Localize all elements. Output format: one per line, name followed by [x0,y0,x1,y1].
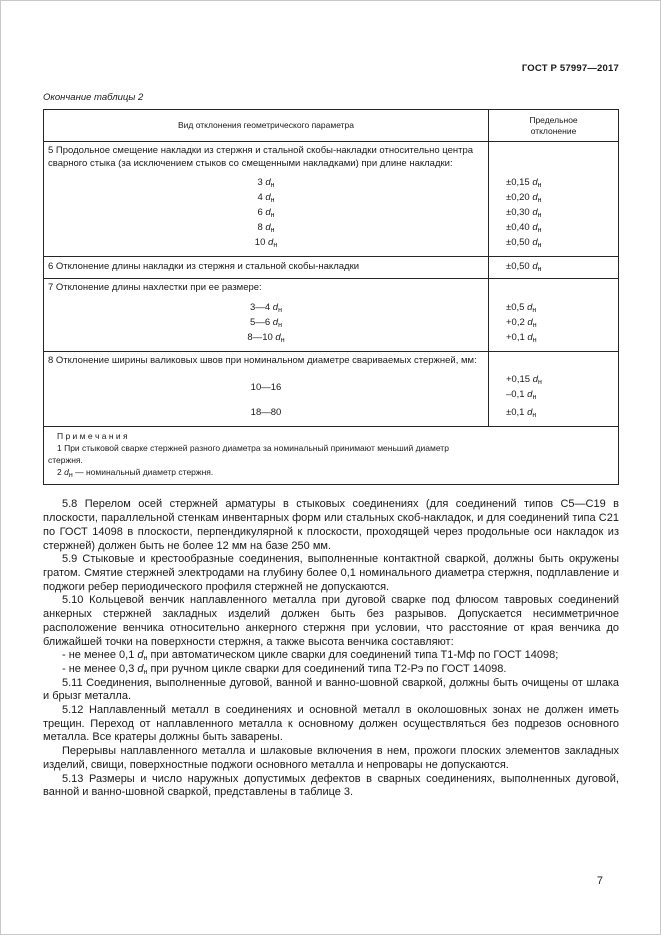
d-subscript: н [537,379,542,387]
d-subscript: н [532,306,537,314]
size-number: 8 [257,222,263,234]
size-number: 10 [254,237,266,249]
d-symbol: d [275,331,281,343]
tolerance-value [489,220,619,235]
row-5-text: 5 Продольное смещение накладки из стержня и стальной скобы-накладки относительно центра сварного стыка (за исключением стыков со смещенными накладками) при длине накладки: [44,142,489,172]
d-subscript: н [270,182,275,190]
d-subscript: н [532,321,537,329]
d-subscript: н [537,182,542,190]
d-symbol: d [532,177,538,189]
d-subscript: н [278,321,282,329]
row-6-text: 6 Отклонение длины накладки из стержня и стальной скобы-накладки [44,257,489,279]
tolerance-number: ±0,50 [506,237,530,249]
size-value [44,205,489,220]
table-row-7-item [44,330,619,352]
tolerance-number: ±0,40 [506,222,530,234]
table-row-6 [44,257,619,279]
tolerance-value [489,315,619,330]
tolerance-value [489,330,619,352]
size-value [44,330,489,352]
size-number: 4 [257,192,263,204]
table-row-7-heading [44,279,619,297]
tolerance-value [489,297,619,315]
tolerance-number: ±0,5 [506,301,525,313]
d-subscript: н [537,242,542,250]
d-symbol: d [527,316,533,328]
table-row-8-heading [44,351,619,369]
d-symbol: d [272,316,279,328]
page-number: 7 [596,875,603,887]
table-row-5-item [44,190,619,205]
d-symbol: d [265,207,271,219]
d-symbol: d [532,261,538,273]
d-subscript: н [143,668,148,676]
size-number: 3—4 [250,301,271,313]
d-subscript: н [532,394,537,402]
table-row-7-item [44,297,619,315]
tolerance-value [489,369,619,402]
row-8-text: 8 Отклонение ширины валиковых швов при номинальном диаметре свариваемых стержней, мм: [44,351,489,369]
d-symbol: d [532,374,538,386]
d-symbol: d [137,662,144,675]
table-row-5-item [44,172,619,190]
table-row-7-item [44,315,619,330]
d-symbol: d [527,301,533,313]
tolerance-number: ±0,1 [506,407,525,419]
tolerance-value [489,402,619,427]
paragraph-5-10: 5.10 Кольцевой венчик наплавленного металла при дуговой сварке под флюсом тавровых соединений анкерных стержней закладных изделий должен быть без разрывов. Допускается несимметричное расположение венчика относительно анкерного стержня при условии, что расстояние от края венчика до ближайшей точки на поверхности стержня, а также высота венчика составляют: [43,594,619,648]
limit-column-header [489,110,619,142]
d-symbol: d [268,237,274,249]
note-2 [48,467,468,479]
bullet-text: при автоматическом цикле сварки для соединений типа Т1-Мф по ГОСТ 14098; [150,649,559,662]
limit-header-line2: отклонение [530,125,577,136]
tolerance-number: +0,15 [506,374,531,386]
d-subscript: н [270,197,275,205]
size-value [44,172,489,190]
bullet-t1-mf [43,649,619,663]
table-header-row [44,110,619,142]
d-subscript: н [270,212,275,220]
d-subscript: н [280,336,285,344]
size-value [44,402,489,427]
d-symbol: d [527,389,533,401]
tolerance-value [489,235,619,257]
d-symbol: d [265,222,271,234]
note-2-number: 2 [57,466,62,477]
d-subscript: н [537,266,542,274]
d-symbol: d [265,177,271,189]
tolerance-number: –0,1 [506,389,525,401]
tolerance-number: ±0,50 [506,261,530,273]
tolerance-number: ±0,30 [506,207,530,219]
tolerance-number: +0,2 [506,316,525,328]
paragraph-5-13: 5.13 Размеры и число наружных допустимых дефектов в сварных соединениях, выполненных дуговой, ванной и ванно-шовной сваркой, представлены в таблице 3. [43,772,619,799]
table-row-8-item [44,402,619,427]
d-symbol: d [137,649,144,662]
tolerance-line [506,372,614,387]
table-row-5-item [44,220,619,235]
d-subscript: н [273,242,278,250]
d-subscript: н [143,655,148,663]
empty-cell [489,351,619,369]
paragraph-5-12: 5.12 Наплавленный металл в соединениях и основной металл в околошовных зонах не должен иметь трещин. Переход от наплавленного металла к основному должен осуществляться без подрезов основного металла. Все кратеры должны быть заварены. [43,704,619,744]
empty-cell [489,279,619,297]
size-number: 6 [257,207,263,219]
size-number: 5—6 [250,316,271,328]
row-7-text: 7 Отклонение длины нахлестки при ее размере: [44,279,489,297]
d-subscript: н [278,306,282,314]
d-subscript: н [532,336,537,344]
d-subscript: н [68,471,73,479]
tolerance-number: ±0,15 [506,177,530,189]
size-value [44,369,489,402]
d-symbol: d [532,237,538,249]
param-column-header: Вид отклонения геометрического параметра [44,110,489,142]
limit-header-line1: Предельное [529,115,578,125]
notes-block [44,427,619,485]
tolerance-value [489,190,619,205]
d-symbol: d [532,222,538,234]
d-subscript: н [537,197,542,205]
table-notes-row [44,427,619,485]
d-subscript: н [270,227,275,235]
note-2-text: — номинальный диаметр стержня. [75,466,214,477]
paragraph-5-12-cont: Перерывы наплавленного металла и шлаковые включения в нем, прожоги плоских элементов закладных изделий, свищи, поверхностные поджоги основного металла и непровары не допускаются. [43,745,619,771]
tolerance-number: +0,1 [506,331,525,343]
table-row-5-item [44,205,619,220]
size-number: 8—10 [247,331,273,343]
tolerance-number: ±0,20 [506,192,530,204]
table-caption: Окончание таблицы 2 [43,92,144,103]
paragraph-5-11: 5.11 Соединения, выполненные дуговой, ванной и ванно-шовной сваркой, должны быть очищены от шлака и брызг металла. [43,676,619,703]
d-symbol: d [64,466,69,477]
paragraph-5-9: 5.9 Стыковые и крестообразные соединения, выполненные контактной сваркой, должны быть окружены гратом. Смятие стержней электродами на глубину более 0,1 номинального диаметра стержня, подплавление и поджоги ребер периодического профиля стержней не допускаются. [43,553,619,593]
table-row-5-item [44,235,619,257]
tolerance-line [506,387,614,402]
size-value [44,297,489,315]
d-symbol: d [272,301,279,313]
d-symbol: d [527,331,533,343]
paragraph-5-8: 5.8 Перелом осей стержней арматуры в стыковых соединениях (для соединений типов С5—С19 в плоскости, параллельной стенкам инвентарных форм или стальных скоб-накладок, и для соединений типа С21 по ГОСТ 14098 в плоскости, перпендикулярной к плоскости, проходящей через продольные оси накладок из стержней) должен быть не более 12 мм на базе 250 мм. [43,498,619,552]
size-number: 3 [257,177,263,189]
d-symbol: d [532,192,538,204]
size-value [44,190,489,205]
d-symbol: d [265,192,271,204]
d-symbol: d [532,207,538,219]
size-value [44,220,489,235]
d-symbol: d [527,407,533,419]
d-subscript: н [532,412,537,420]
bullet-text: - не менее 0,1 [62,649,135,662]
empty-cell [489,142,619,172]
deviations-table [43,109,619,485]
size-number: 10—16 [250,381,282,393]
bullet-text: - не менее 0,3 [62,662,135,675]
body-text [43,498,619,799]
note-1: 1 При стыковой сварке стержней разного диаметра за номинальный принимают меньший диаметр стержня. [48,443,449,465]
tolerance-value [489,172,619,190]
size-value [44,315,489,330]
notes-title: П р и м е ч а н и я [57,431,128,442]
bullet-text: при ручном цикле сварки для соединений типа Т2-Рэ по ГОСТ 14098. [150,662,507,675]
size-value [44,235,489,257]
tolerance-value [489,205,619,220]
size-number: 18—80 [250,407,282,419]
bullet-t2-re [43,663,619,677]
d-subscript: н [537,212,542,220]
tolerance-value [489,257,619,279]
d-subscript: н [537,227,542,235]
table-row-5-heading [44,142,619,172]
gost-standard-number: ГОСТ Р 57997—2017 [521,63,619,74]
table-row-8-item [44,369,619,402]
